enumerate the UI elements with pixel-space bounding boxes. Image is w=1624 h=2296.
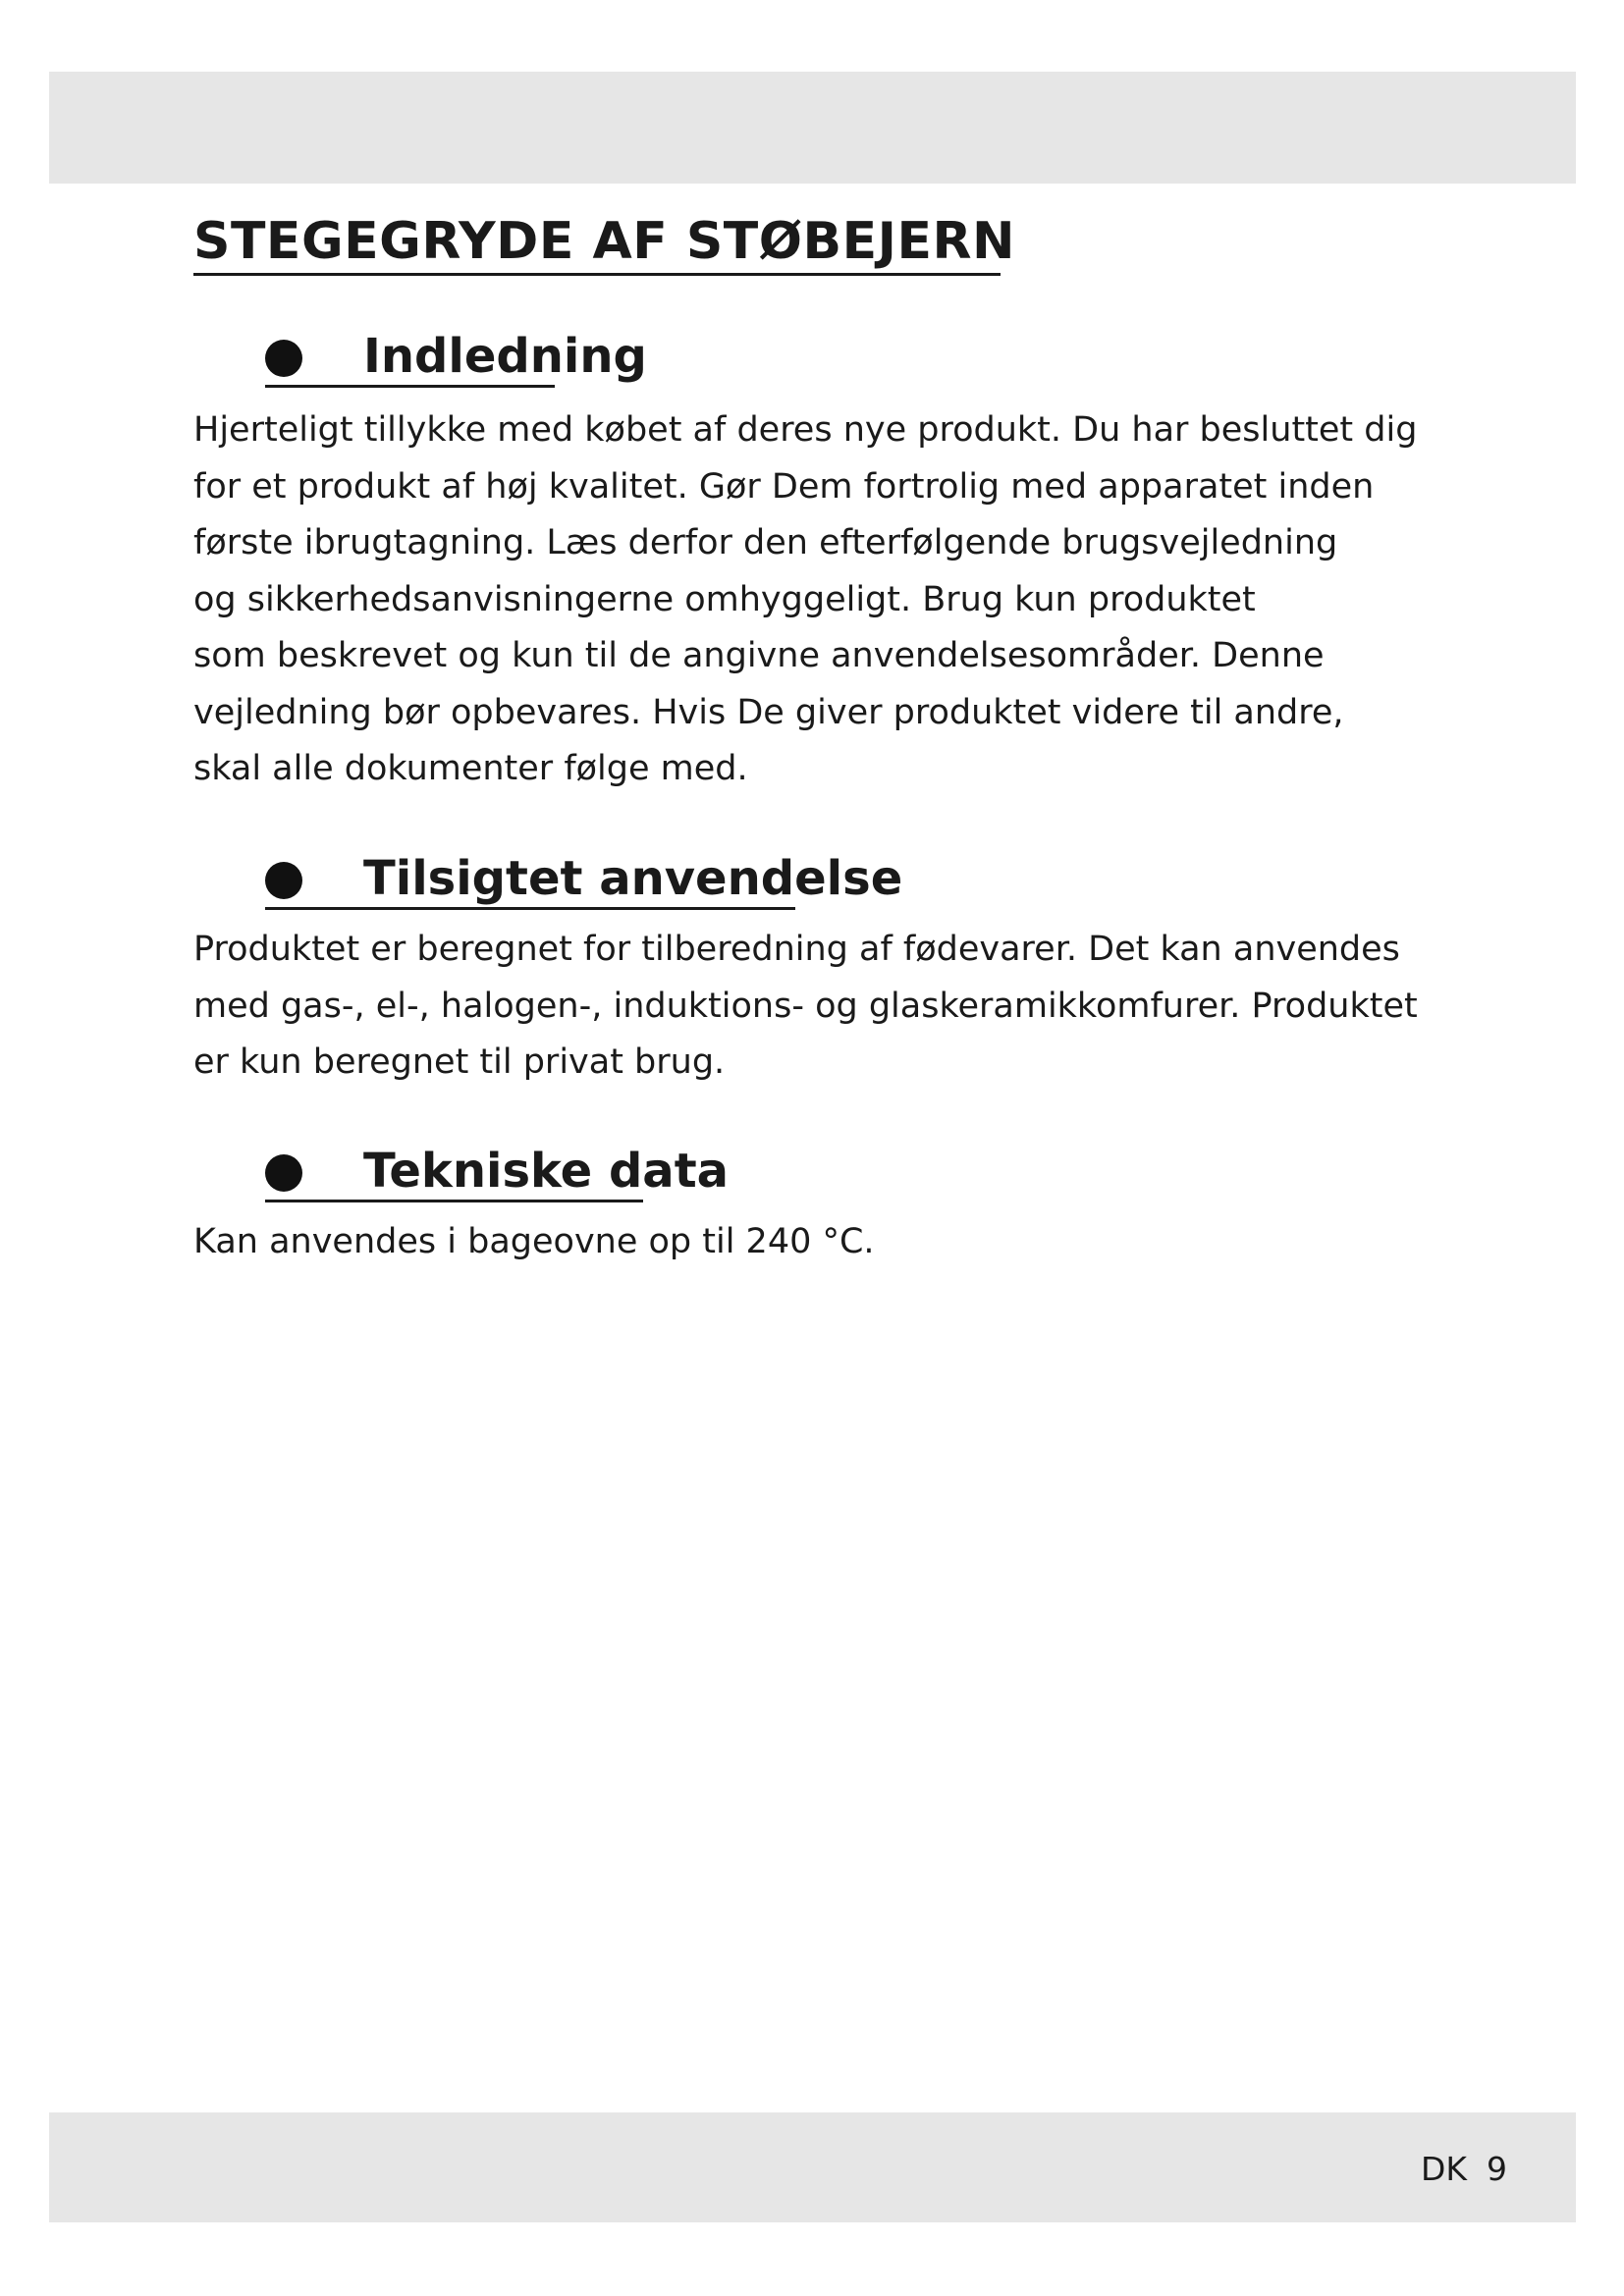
section-title: Tilsigtet anvendelse [363,851,903,906]
section-underline [265,385,555,388]
page-label [1421,2150,1507,2188]
section-title: Tekniske data [363,1144,730,1199]
bullet-icon [265,340,302,377]
text-line: er kun beregnet til privat brug. [193,1042,726,1082]
text-line: Hjerteligt tillykke med købet af deres nye produkt. Du har besluttet dig [193,410,1418,450]
header-band [49,72,1576,184]
section-body-tilsigtet-anvendelse [193,922,1418,1092]
bullet-icon [265,862,302,899]
text-line: og sikkerhedsanvisningerne omhyggeligt. Brug kun produktet [193,579,1256,619]
text-line: for et produkt af høj kvalitet. Gør Dem fortrolig med apparatet inden [193,466,1375,507]
text-line: som beskrevet og kun til de angivne anvendelsesområder. Denne [193,636,1325,675]
text-line: første ibrugtagning. Læs derfor den efterfølgende brugsvejledning [193,523,1338,562]
section-title: Indledning [363,329,647,384]
text-line: Kan anvendes i bageovne op til 240 °C. [193,1222,875,1261]
text-line: Produktet er beregnet for tilberedning af fødevarer. Det kan anvendes [193,930,1400,969]
title-underline [193,273,1001,276]
page-number: 9 [1487,2150,1507,2188]
section-body-tekniske-data [193,1214,875,1271]
language-code: DK [1420,2150,1467,2188]
section-underline [265,1200,643,1202]
section-body-indledning [193,402,1417,798]
section-underline [265,907,795,910]
page-title: STEGEGRYDE AF STØBEJERN [193,212,1016,271]
text-line: med gas-, el-, halogen-, induktions- og glaskeramikkomfurer. Produktet [193,986,1418,1026]
text-line: skal alle dokumenter følge med. [193,749,748,788]
bullet-icon [265,1154,302,1192]
footer-band [49,2112,1576,2222]
text-line: vejledning bør opbevares. Hvis De giver produktet videre til andre, [193,692,1344,732]
